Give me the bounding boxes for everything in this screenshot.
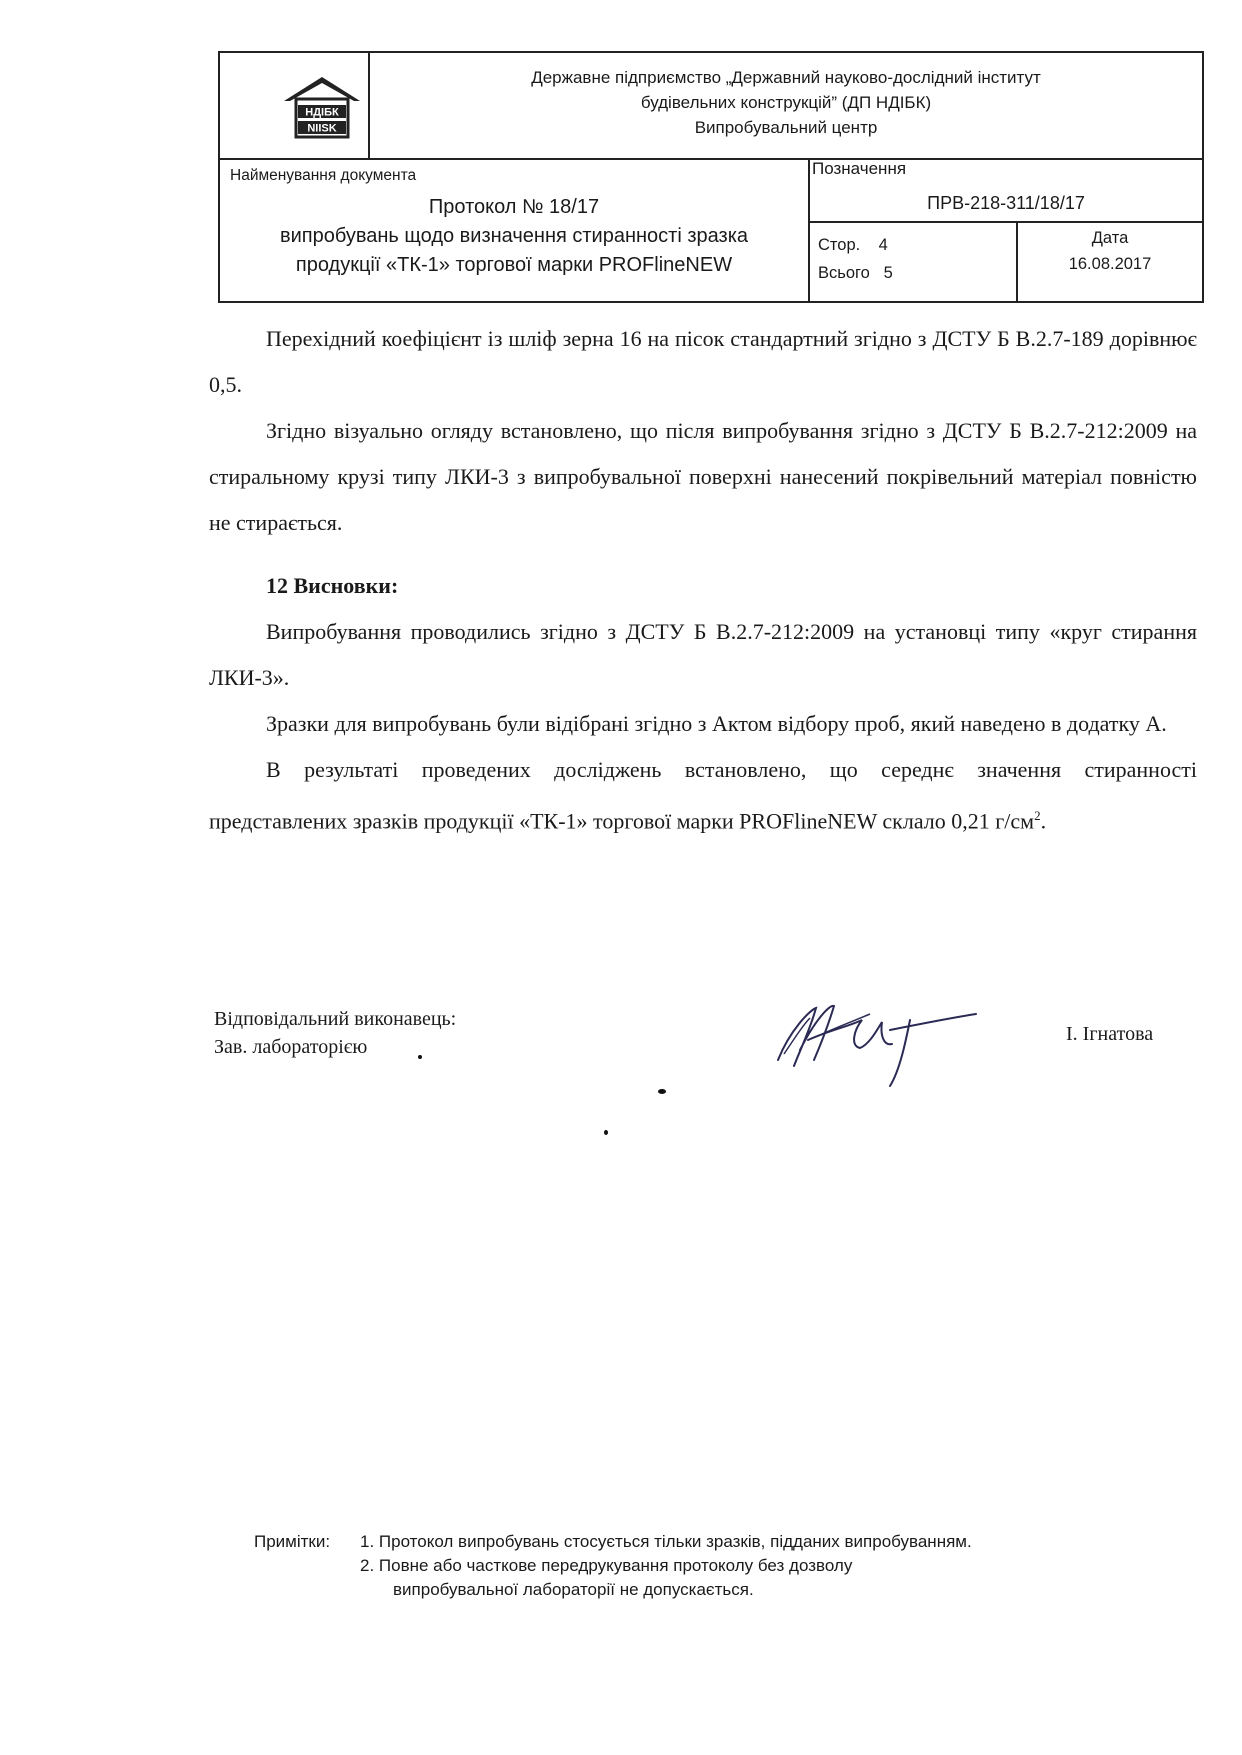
ndibk-logo-icon (276, 71, 368, 141)
organization-name (370, 65, 1202, 140)
ink-mark (658, 1089, 666, 1094)
page-info (818, 231, 893, 287)
note-item-continuation: випробувальної лабораторії не допускається. (393, 1580, 754, 1599)
header-divider-pages (808, 221, 1202, 223)
header-divider-horizontal (220, 158, 1202, 160)
title-line: випробувань щодо визначення стиранності зразка (279, 225, 749, 247)
body-text-conclusions (209, 563, 1197, 844)
body-text-upper (209, 316, 1197, 546)
total-value: 5 (883, 264, 893, 282)
date-value: 16.08.2017 (1068, 255, 1152, 273)
notes-list (360, 1530, 972, 1602)
section-title-conclusions: 12 Висновки: (266, 573, 399, 598)
doc-name-label: Найменування документа (230, 167, 417, 184)
signature-role (214, 1005, 456, 1061)
svg-text:NIISK: NIISK (307, 122, 337, 135)
total-label: Всього (818, 264, 870, 282)
signatory-name: І. Ігнатова (1066, 1023, 1154, 1045)
note-item: 1. Протокол випробувань стосується тільки зразків, підданих випробуванням. (360, 1532, 972, 1551)
ink-mark (604, 1130, 608, 1135)
paragraph-test-method: Випробування проводились згідно з ДСТУ Б В.2.7-212:2009 на установці типу «круг стирання ЛКИ-3». (209, 619, 1197, 690)
designation-value: ПРВ-218-311/18/17 (927, 193, 1085, 213)
document-header-table (218, 51, 1204, 303)
org-line: Випробувальний центр (694, 118, 878, 137)
note-item: 2. Повне або часткове передрукування протоколу без дозволу (360, 1556, 853, 1575)
paragraph-sampling: Зразки для випробувань були відібрані згідно з Актом відбору проб, який наведено в додатку А. (266, 711, 1167, 736)
date-block (1018, 225, 1202, 277)
paragraph-result: В результаті проведених досліджень встановлено, що середнє значення стиранності представлених зразків продукції «ТК-1» торгової марки PROFlineNEW склало 0,21 $г/см^2$. (209, 757, 1197, 834)
signature-role-line: Відповідальний виконавець: (214, 1008, 457, 1030)
paragraph-visual-inspection: Згідно візуально огляду встановлено, що після випробування згідно з ДСТУ Б В.2.7-212:2009 на стиральному крузі типу ЛКИ-3 з випробувальної поверхні нанесений покрівельний матеріал повністю не стирається. (209, 418, 1197, 535)
header-divider-designation (808, 158, 810, 301)
org-line: Державне підприємство „Державний науково-дослідний інститут (531, 68, 1041, 87)
notes-label: Примітки: (254, 1532, 331, 1551)
signature-role-line: Зав. лабораторією (214, 1036, 368, 1058)
org-line: будівельних конструкцій” (ДП НДІБК) (640, 93, 932, 112)
page-value: 4 (878, 236, 888, 254)
title-line: продукції «ТК-1» торгової марки PROFlineNEW (295, 254, 733, 276)
date-label: Дата (1091, 229, 1129, 247)
designation-label: Позначення (812, 159, 907, 178)
ink-mark (418, 1055, 422, 1059)
page-label: Стор. (818, 236, 861, 254)
title-line: Протокол № 18/17 (428, 196, 600, 218)
document-title (220, 193, 808, 280)
paragraph-conversion-coefficient: Перехідний коефіцієнт із шліф зерна 16 на пісок стандартний згідно з ДСТУ Б В.2.7-189 дорівнює 0,5. (209, 326, 1197, 397)
svg-text:НДІБК: НДІБК (305, 106, 339, 119)
handwritten-signature (770, 990, 980, 1090)
